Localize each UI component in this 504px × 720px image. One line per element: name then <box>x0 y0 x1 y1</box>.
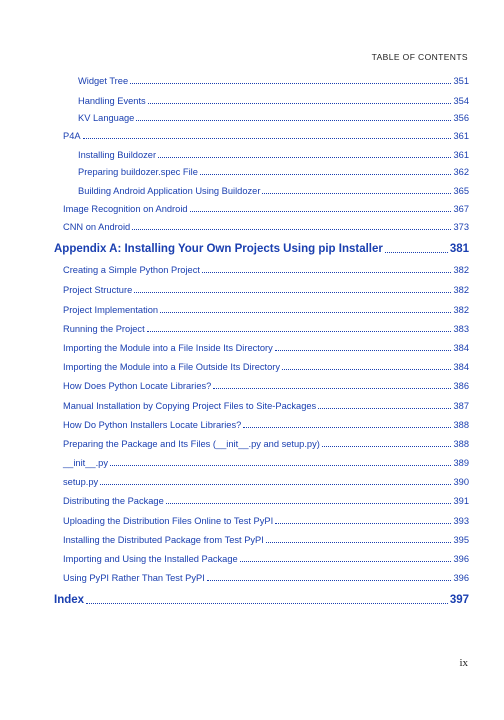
toc-entry-page: 382 <box>453 265 469 275</box>
toc-entry[interactable] <box>63 554 469 564</box>
toc-entry-page: 393 <box>453 516 469 526</box>
toc-entry[interactable] <box>63 573 469 583</box>
toc-entry-title: How Does Python Locate Libraries? <box>63 381 212 391</box>
toc-entry-page: 388 <box>453 420 469 430</box>
toc-entry-title: Installing Buildozer <box>78 150 157 160</box>
toc-entry[interactable] <box>63 324 469 334</box>
toc-entry-title: Installing the Distributed Package from Test PyPI <box>63 535 264 545</box>
toc-entry-page: 354 <box>453 96 469 106</box>
toc-entry-title: setup.py <box>63 477 99 487</box>
toc-entry-page: 351 <box>453 76 469 86</box>
toc-entry-title: KV Language <box>78 113 135 123</box>
toc-entry-title: Image Recognition on Android <box>63 204 188 214</box>
running-header: TABLE OF CONTENTS <box>371 52 468 62</box>
toc-entry-title: __init__.py <box>63 458 108 468</box>
toc-entry-title: Project Structure <box>63 285 133 295</box>
dot-leader <box>160 311 451 313</box>
toc-entry[interactable] <box>63 439 469 449</box>
toc-entry-page: 381 <box>449 243 469 255</box>
dot-leader <box>83 137 452 139</box>
toc-entry[interactable] <box>78 113 469 123</box>
toc-chapter-entry[interactable] <box>54 243 469 255</box>
toc-entry-page: 361 <box>453 131 469 141</box>
toc-entry-page: 390 <box>453 477 469 487</box>
dot-leader <box>148 102 452 104</box>
toc-entry-page: 391 <box>453 496 469 506</box>
toc-entry[interactable] <box>63 477 469 487</box>
toc-entry[interactable] <box>63 496 469 506</box>
dot-leader <box>190 210 452 212</box>
toc-entry[interactable] <box>63 131 469 141</box>
toc-entry[interactable] <box>63 305 469 315</box>
toc-entry-page: 384 <box>453 362 469 372</box>
dot-leader <box>266 541 452 543</box>
toc-entry[interactable] <box>63 343 469 353</box>
toc-entry-title: Manual Installation by Copying Project Files to Site-Packages <box>63 401 317 411</box>
dot-leader <box>275 522 451 524</box>
toc-entry-page: 356 <box>453 113 469 123</box>
dot-leader <box>240 560 452 562</box>
toc-entry-title: Creating a Simple Python Project <box>63 265 200 275</box>
page-number: ix <box>459 657 468 669</box>
toc-entry-page: 373 <box>453 222 469 232</box>
dot-leader <box>130 82 451 84</box>
toc-entry-page: 367 <box>453 204 469 214</box>
dot-leader <box>166 502 452 504</box>
toc-entry[interactable] <box>63 362 469 372</box>
toc-entry-page: 361 <box>453 150 469 160</box>
dot-leader <box>110 464 452 466</box>
toc-entry-title: Distributing the Package <box>63 496 164 506</box>
dot-leader <box>262 192 451 194</box>
dot-leader <box>200 173 452 175</box>
toc-entry[interactable] <box>63 516 469 526</box>
toc-entry-title: Project Implementation <box>63 305 159 315</box>
toc-entry-page: 396 <box>453 554 469 564</box>
toc-entry-title: Importing the Module into a File Outside Its Directory <box>63 362 281 372</box>
toc-entry[interactable] <box>78 150 469 160</box>
toc-entry-page: 395 <box>453 535 469 545</box>
toc-entry-page: 384 <box>453 343 469 353</box>
toc-entry[interactable] <box>63 535 469 545</box>
toc-entry-title: Building Android Application Using Buildozer <box>78 186 261 196</box>
toc-entry[interactable] <box>63 401 469 411</box>
toc-entry-page: 397 <box>449 594 469 606</box>
toc-entry-title: P4A <box>63 131 81 141</box>
dot-leader <box>147 330 452 332</box>
toc-entry-title: Importing the Module into a File Inside Its Directory <box>63 343 273 353</box>
toc-chapter-entry[interactable] <box>54 594 469 606</box>
dot-leader <box>100 483 451 485</box>
toc-entry[interactable] <box>63 222 469 232</box>
toc-entry-title: Importing and Using the Installed Package <box>63 554 238 564</box>
toc-entry-page: 383 <box>453 324 469 334</box>
toc-entry-page: 389 <box>453 458 469 468</box>
toc-entry-page: 387 <box>453 401 469 411</box>
dot-leader <box>243 426 451 428</box>
toc-entry-page: 396 <box>453 573 469 583</box>
toc-entry-title: Index <box>54 594 85 606</box>
toc-entry-page: 362 <box>453 167 469 177</box>
toc-entry[interactable] <box>63 458 469 468</box>
toc-entry-title: Widget Tree <box>78 76 129 86</box>
dot-leader <box>202 271 452 273</box>
toc-entry-title: Preparing the Package and Its Files (__init__.py and setup.py) <box>63 439 320 449</box>
dot-leader <box>86 602 448 604</box>
toc-entry[interactable] <box>63 381 469 391</box>
toc-entry[interactable] <box>63 285 469 295</box>
dot-leader <box>322 445 452 447</box>
toc-entry-page: 365 <box>453 186 469 196</box>
toc-entry[interactable] <box>78 186 469 196</box>
dot-leader <box>134 291 451 293</box>
dot-leader <box>282 368 451 370</box>
toc-entry[interactable] <box>78 96 469 106</box>
toc-entry-title: CNN on Android <box>63 222 131 232</box>
toc-entry-title: How Do Python Installers Locate Libraries? <box>63 420 242 430</box>
toc-entry[interactable] <box>63 204 469 214</box>
toc-entry[interactable] <box>78 76 469 86</box>
dot-leader <box>132 228 451 230</box>
dot-leader <box>213 387 451 389</box>
dot-leader <box>275 349 452 351</box>
toc-entry-page: 382 <box>453 305 469 315</box>
toc-entry-title: Using PyPI Rather Than Test PyPI <box>63 573 205 583</box>
toc-entry-page: 388 <box>453 439 469 449</box>
dot-leader <box>207 579 452 581</box>
toc-entry-page: 386 <box>453 381 469 391</box>
toc-entry-title: Appendix A: Installing Your Own Projects Using pip Installer <box>54 243 383 255</box>
toc-entry[interactable] <box>78 167 469 177</box>
dot-leader <box>158 156 451 158</box>
dot-leader <box>318 407 451 409</box>
toc-entry[interactable] <box>63 265 469 275</box>
dot-leader <box>136 119 451 121</box>
toc-entry-title: Running the Project <box>63 324 145 334</box>
toc-entry[interactable] <box>63 420 469 430</box>
toc-entry-title: Uploading the Distribution Files Online to Test PyPI <box>63 516 274 526</box>
toc-entry-title: Preparing buildozer.spec File <box>78 167 198 177</box>
toc-entry-title: Handling Events <box>78 96 146 106</box>
dot-leader <box>385 251 448 253</box>
toc-entry-page: 382 <box>453 285 469 295</box>
